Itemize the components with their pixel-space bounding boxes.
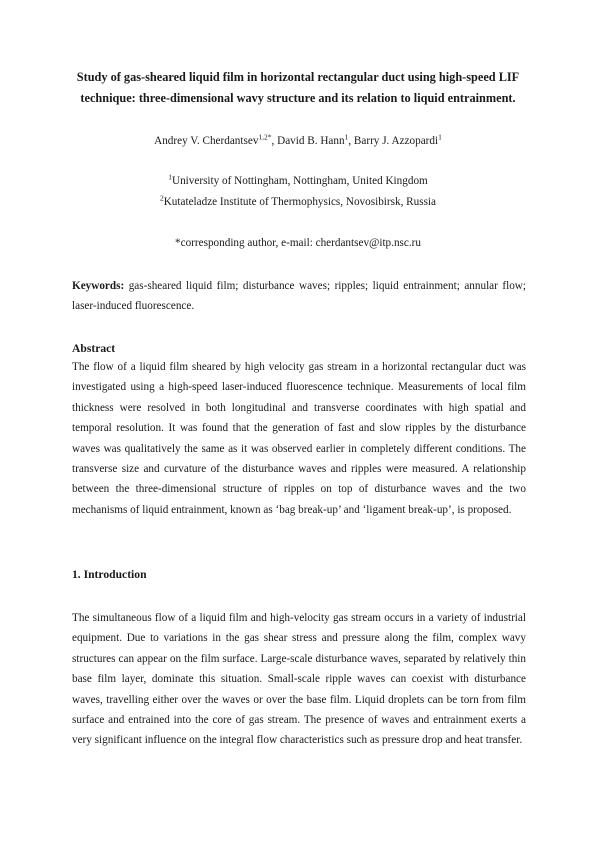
- keywords-text: gas-sheared liquid film; disturbance waves; ripples; liquid entrainment; annular flow; laser-induced fluorescence.: [72, 280, 526, 313]
- section-heading-introduction: 1. Introduction: [72, 568, 147, 581]
- author-name: Andrey V. Cherdantsev: [154, 135, 259, 147]
- keywords-label: Keywords:: [72, 280, 125, 292]
- corresponding-author: *corresponding author, e-mail: cherdantsev@itp.nsc.ru: [175, 237, 421, 249]
- introduction-text: The simultaneous flow of a liquid film and high-velocity gas stream occurs in a variety of industrial equipment. Due to variations in the gas shear stress and pressure along the film, complex wavy structures can appear on the film surface. Large-scale disturbance waves, separated by relatively thin base film layer, dominate this situation. Small-scale ripple waves can coexist with disturbance waves, travelling either over the waves or over the base film. Liquid droplets can be torn from film surface and entrained into the core of gas stream. The presence of waves and entrainment exerts a very significant influence on the integral flow characteristics such as pressure drop and heat transfer.: [72, 612, 526, 747]
- author-affiliation-mark: 1: [438, 132, 442, 142]
- affiliation-mark: 2: [159, 193, 164, 203]
- affiliation: [0, 173, 596, 189]
- paper-title: Study of gas-sheared liquid film in horizontal rectangular duct using high-speed LIF technique: three-dimensional wavy structure and its relation to liquid entrainment.: [76, 70, 520, 105]
- author-name: David B. Hann: [277, 135, 345, 147]
- affiliation-text: Kutateladze Institute of Thermophysics, Novosibirsk, Russia: [163, 196, 437, 208]
- affiliation-mark: 1: [168, 172, 172, 182]
- abstract-text: The flow of a liquid film sheared by high velocity gas stream in a horizontal rectangular duct was investigated using a high-speed laser-induced fluorescence technique. Measurements of local film thickness were resolved in both longitudinal and transverse coordinates with high spatial and temporal resolution. It was found that the generation of fast and slow ripples by the disturbance waves was qualitatively the same as it was observed earlier in completely different conditions. The transverse size and curvature of the disturbance waves and ripples were measured. A relationship between the three-dimensional structure of ripples on top of disturbance waves and the two mechanisms of liquid entrainment, known as ‘bag break-up’ and ‘ligament break-up’, is proposed.: [72, 361, 526, 516]
- author-list: [0, 133, 596, 149]
- author-name: Barry J. Azzopardi: [353, 135, 439, 147]
- author-separator: ,: [271, 135, 278, 147]
- keywords-paragraph: [72, 276, 526, 317]
- author-affiliation-mark: 1: [344, 132, 349, 142]
- author-affiliation-mark: 1,2*: [258, 132, 272, 142]
- affiliation: [0, 194, 596, 210]
- author-separator: ,: [348, 135, 354, 147]
- affiliation-text: University of Nottingham, Nottingham, United Kingdom: [172, 175, 428, 187]
- abstract-heading: Abstract: [72, 342, 116, 355]
